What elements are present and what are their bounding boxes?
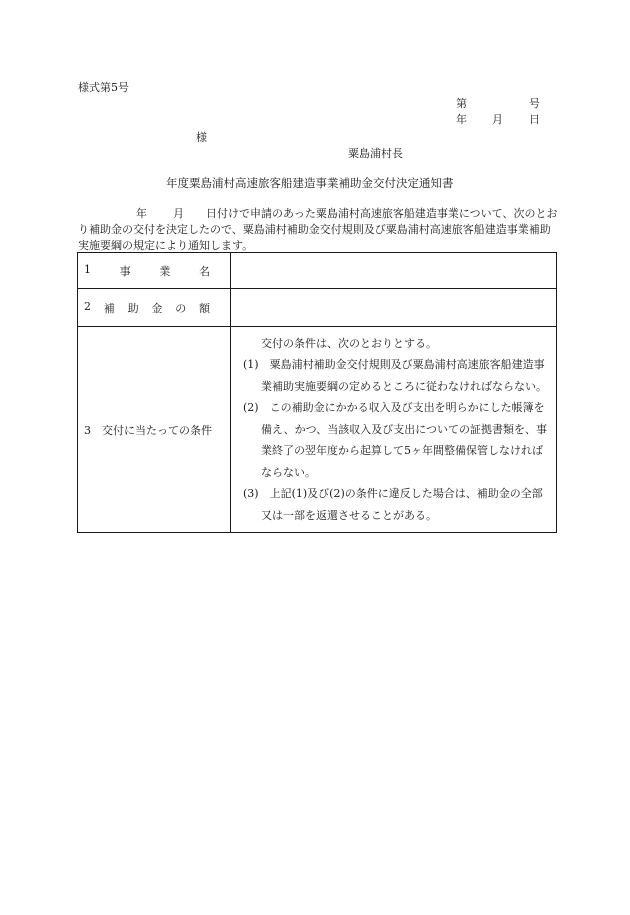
body-year: 年 bbox=[136, 207, 147, 220]
date-month: 月 bbox=[492, 113, 503, 126]
date-day: 日 bbox=[529, 113, 540, 126]
grant-amount-value bbox=[231, 289, 557, 327]
table-row bbox=[78, 253, 557, 289]
grant-conditions-label: 3 交付に当たっての条件 bbox=[78, 327, 231, 533]
grant-amount-label: 2 補 助 金 の 額 bbox=[78, 289, 231, 327]
number-suffix: 号 bbox=[529, 97, 540, 110]
body-text: 日付けで申請のあった粟島浦村高速旅客船建造事業について、次のとおり補助金の交付を決定したので、粟島浦村補助金交付規則及び粟島浦村高速旅客船建造事業補助実施要綱の規定により通知します。 bbox=[78, 207, 558, 252]
body-month: 月 bbox=[173, 207, 184, 220]
document-title: 年度粟島浦村高速旅客船建造事業補助金交付決定通知書 bbox=[166, 176, 454, 190]
condition-item-1: (1) 粟島浦村補助金交付規則及び粟島浦村高速旅客船建造事業補助実施要綱の定めるところに従わなければならない。 bbox=[243, 358, 547, 393]
table-row bbox=[78, 289, 557, 327]
issuer: 粟島浦村長 bbox=[348, 147, 403, 160]
grant-conditions-value bbox=[231, 327, 557, 533]
date-year: 年 bbox=[456, 113, 467, 126]
project-name-value bbox=[231, 253, 557, 289]
number-prefix: 第 bbox=[456, 97, 467, 110]
project-name-label: 1 事 業 名 bbox=[78, 253, 231, 289]
conditions-intro: 交付の条件は、次のとおりとする。 bbox=[261, 336, 437, 350]
grant-details-table bbox=[77, 252, 557, 533]
notice-body bbox=[78, 206, 558, 254]
form-number: 様式第5号 bbox=[78, 81, 129, 94]
condition-item-3: (3) 上記(1)及び(2)の条件に違反した場合は、補助金の全部又は一部を返還させることがある。 bbox=[243, 487, 543, 522]
addressee: 様 bbox=[196, 131, 207, 144]
table-row bbox=[78, 327, 557, 533]
condition-item-2: (2) この補助金にかかる収入及び支出を明らかにした帳簿を備え、かつ、当該収入及び支出についての証拠書類を、事業終了の翌年度から起算して5ヶ年間整備保管しなければならない。 bbox=[243, 401, 547, 479]
